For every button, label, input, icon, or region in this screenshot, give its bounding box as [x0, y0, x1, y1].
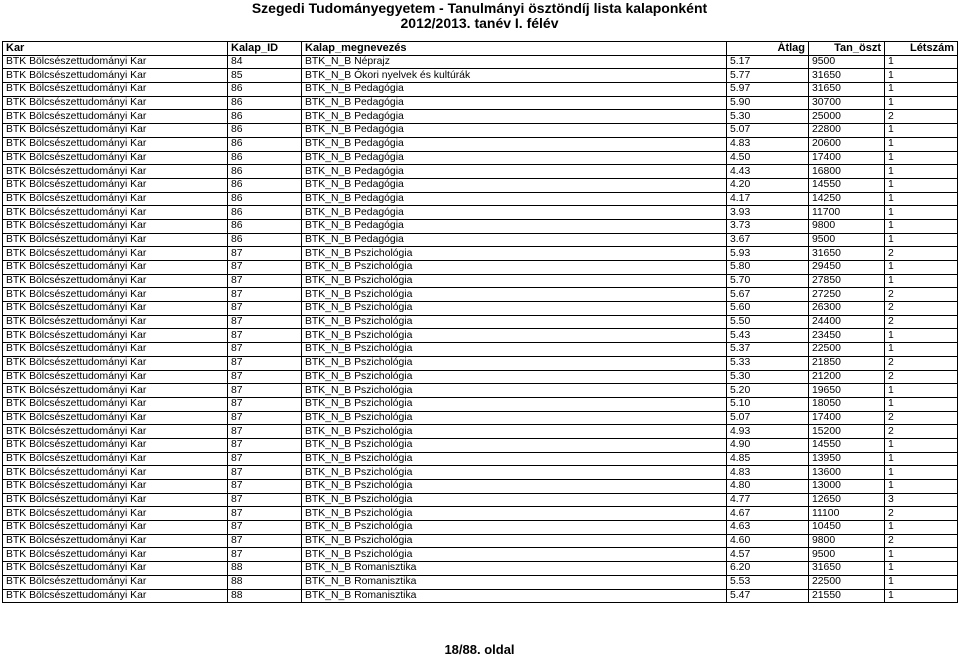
cell-atlag: 5.43	[727, 329, 809, 343]
cell-letszam: 1	[885, 192, 958, 206]
table-row	[3, 343, 958, 357]
cell-kalap-megnevezes: BTK_N_B Pedagógia	[302, 165, 727, 179]
table-row	[3, 315, 958, 329]
cell-kalap-id: 87	[228, 302, 302, 316]
cell-kar: BTK Bölcsészettudományi Kar	[3, 411, 228, 425]
cell-letszam: 1	[885, 480, 958, 494]
cell-atlag: 5.93	[727, 247, 809, 261]
cell-kalap-megnevezes: BTK_N_B Pszichológia	[302, 288, 727, 302]
cell-kalap-id: 87	[228, 507, 302, 521]
cell-letszam: 2	[885, 425, 958, 439]
scholarship-table	[2, 41, 958, 603]
cell-kar: BTK Bölcsészettudományi Kar	[3, 370, 228, 384]
cell-kalap-id: 87	[228, 480, 302, 494]
table-row	[3, 438, 958, 452]
cell-kalap-id: 88	[228, 575, 302, 589]
table-row	[3, 261, 958, 275]
cell-atlag: 4.57	[727, 548, 809, 562]
cell-kalap-megnevezes: BTK_N_B Pedagógia	[302, 110, 727, 124]
cell-atlag: 5.70	[727, 274, 809, 288]
cell-kalap-id: 87	[228, 329, 302, 343]
cell-letszam: 1	[885, 96, 958, 110]
cell-kar: BTK Bölcsészettudományi Kar	[3, 55, 228, 69]
cell-atlag: 3.93	[727, 206, 809, 220]
table-row	[3, 507, 958, 521]
cell-kar: BTK Bölcsészettudományi Kar	[3, 151, 228, 165]
cell-kar: BTK Bölcsészettudományi Kar	[3, 562, 228, 576]
column-header-kar: Kar	[3, 42, 228, 56]
cell-kar: BTK Bölcsészettudományi Kar	[3, 438, 228, 452]
cell-kalap-megnevezes: BTK_N_B Pszichológia	[302, 548, 727, 562]
table-row	[3, 137, 958, 151]
cell-kar: BTK Bölcsészettudományi Kar	[3, 69, 228, 83]
cell-kar: BTK Bölcsészettudományi Kar	[3, 247, 228, 261]
cell-letszam: 2	[885, 288, 958, 302]
cell-atlag: 5.37	[727, 343, 809, 357]
cell-letszam: 1	[885, 83, 958, 97]
cell-kalap-megnevezes: BTK_N_B Pszichológia	[302, 425, 727, 439]
cell-kar: BTK Bölcsészettudományi Kar	[3, 261, 228, 275]
cell-kar: BTK Bölcsészettudományi Kar	[3, 233, 228, 247]
cell-kar: BTK Bölcsészettudományi Kar	[3, 124, 228, 138]
cell-kalap-megnevezes: BTK_N_B Pszichológia	[302, 521, 727, 535]
cell-tan-oszt: 13950	[809, 452, 885, 466]
cell-kar: BTK Bölcsészettudományi Kar	[3, 302, 228, 316]
cell-kar: BTK Bölcsészettudományi Kar	[3, 165, 228, 179]
cell-kalap-id: 86	[228, 219, 302, 233]
table-row	[3, 247, 958, 261]
cell-letszam: 1	[885, 151, 958, 165]
cell-tan-oszt: 24400	[809, 315, 885, 329]
cell-tan-oszt: 22500	[809, 343, 885, 357]
cell-kar: BTK Bölcsészettudományi Kar	[3, 466, 228, 480]
cell-kalap-id: 87	[228, 452, 302, 466]
page-number: 18/88. oldal	[444, 642, 515, 657]
cell-tan-oszt: 31650	[809, 247, 885, 261]
cell-kalap-id: 87	[228, 274, 302, 288]
table-row	[3, 575, 958, 589]
cell-kalap-id: 87	[228, 548, 302, 562]
cell-tan-oszt: 21850	[809, 356, 885, 370]
cell-atlag: 5.33	[727, 356, 809, 370]
cell-tan-oszt: 16800	[809, 165, 885, 179]
cell-kalap-id: 88	[228, 589, 302, 603]
cell-kalap-id: 87	[228, 343, 302, 357]
cell-kar: BTK Bölcsészettudományi Kar	[3, 397, 228, 411]
cell-tan-oszt: 22500	[809, 575, 885, 589]
cell-atlag: 4.20	[727, 178, 809, 192]
cell-atlag: 5.97	[727, 83, 809, 97]
cell-kalap-id: 88	[228, 562, 302, 576]
cell-tan-oszt: 18050	[809, 397, 885, 411]
cell-letszam: 2	[885, 356, 958, 370]
table-row	[3, 425, 958, 439]
cell-atlag: 4.17	[727, 192, 809, 206]
cell-letszam: 1	[885, 343, 958, 357]
cell-kar: BTK Bölcsészettudományi Kar	[3, 480, 228, 494]
cell-kalap-megnevezes: BTK_N_B Pedagógia	[302, 192, 727, 206]
cell-kalap-id: 87	[228, 288, 302, 302]
cell-kar: BTK Bölcsészettudományi Kar	[3, 534, 228, 548]
cell-atlag: 5.67	[727, 288, 809, 302]
cell-kalap-id: 86	[228, 206, 302, 220]
cell-kalap-megnevezes: BTK_N_B Pszichológia	[302, 452, 727, 466]
cell-tan-oszt: 9800	[809, 219, 885, 233]
cell-kalap-megnevezes: BTK_N_B Pszichológia	[302, 315, 727, 329]
cell-kalap-megnevezes: BTK_N_B Pszichológia	[302, 507, 727, 521]
cell-kar: BTK Bölcsészettudományi Kar	[3, 219, 228, 233]
cell-letszam: 1	[885, 384, 958, 398]
table-row	[3, 452, 958, 466]
table-row	[3, 165, 958, 179]
cell-tan-oszt: 15200	[809, 425, 885, 439]
cell-atlag: 4.85	[727, 452, 809, 466]
table-row	[3, 55, 958, 69]
cell-atlag: 4.90	[727, 438, 809, 452]
cell-letszam: 2	[885, 370, 958, 384]
cell-kalap-megnevezes: BTK_N_B Romanisztika	[302, 562, 727, 576]
table-row	[3, 493, 958, 507]
cell-kalap-megnevezes: BTK_N_B Pszichológia	[302, 534, 727, 548]
cell-letszam: 1	[885, 452, 958, 466]
cell-tan-oszt: 13000	[809, 480, 885, 494]
cell-letszam: 1	[885, 219, 958, 233]
cell-tan-oszt: 21200	[809, 370, 885, 384]
cell-kalap-id: 87	[228, 521, 302, 535]
cell-letszam: 2	[885, 534, 958, 548]
cell-letszam: 1	[885, 521, 958, 535]
cell-atlag: 4.60	[727, 534, 809, 548]
table-row	[3, 302, 958, 316]
cell-kalap-megnevezes: BTK_N_B Pszichológia	[302, 493, 727, 507]
cell-kalap-megnevezes: BTK_N_B Pedagógia	[302, 83, 727, 97]
cell-kar: BTK Bölcsészettudományi Kar	[3, 83, 228, 97]
column-header-tan-oszt: Tan_öszt	[809, 42, 885, 56]
cell-atlag: 4.93	[727, 425, 809, 439]
cell-tan-oszt: 14250	[809, 192, 885, 206]
cell-kalap-megnevezes: BTK_N_B Ókori nyelvek és kultúrák	[302, 69, 727, 83]
cell-atlag: 5.90	[727, 96, 809, 110]
cell-kalap-megnevezes: BTK_N_B Pszichológia	[302, 343, 727, 357]
cell-tan-oszt: 27850	[809, 274, 885, 288]
cell-kalap-megnevezes: BTK_N_B Pedagógia	[302, 124, 727, 138]
cell-kalap-megnevezes: BTK_N_B Romanisztika	[302, 575, 727, 589]
cell-atlag: 5.30	[727, 110, 809, 124]
column-header-atlag: Átlag	[727, 42, 809, 56]
column-header-kalap-megnevezes: Kalap_megnevezés	[302, 42, 727, 56]
cell-tan-oszt: 22800	[809, 124, 885, 138]
table-row	[3, 397, 958, 411]
cell-tan-oszt: 31650	[809, 69, 885, 83]
column-header-kalap-id: Kalap_ID	[228, 42, 302, 56]
table-row	[3, 466, 958, 480]
cell-kalap-id: 87	[228, 425, 302, 439]
table-row	[3, 521, 958, 535]
cell-atlag: 5.50	[727, 315, 809, 329]
cell-tan-oszt: 9500	[809, 233, 885, 247]
cell-tan-oszt: 17400	[809, 411, 885, 425]
cell-letszam: 1	[885, 329, 958, 343]
table-row	[3, 411, 958, 425]
cell-atlag: 4.63	[727, 521, 809, 535]
table-row	[3, 219, 958, 233]
table-row	[3, 384, 958, 398]
cell-kalap-id: 87	[228, 466, 302, 480]
cell-letszam: 1	[885, 562, 958, 576]
table-header-row	[3, 42, 958, 56]
cell-kalap-id: 87	[228, 370, 302, 384]
cell-kalap-id: 87	[228, 261, 302, 275]
cell-tan-oszt: 31650	[809, 83, 885, 97]
cell-kalap-megnevezes: BTK_N_B Romanisztika	[302, 589, 727, 603]
cell-kalap-id: 86	[228, 124, 302, 138]
cell-kalap-id: 84	[228, 55, 302, 69]
cell-kar: BTK Bölcsészettudományi Kar	[3, 110, 228, 124]
cell-tan-oszt: 19650	[809, 384, 885, 398]
cell-kalap-id: 86	[228, 151, 302, 165]
cell-tan-oszt: 29450	[809, 261, 885, 275]
cell-tan-oszt: 11100	[809, 507, 885, 521]
cell-kalap-id: 85	[228, 69, 302, 83]
cell-letszam: 1	[885, 438, 958, 452]
cell-kalap-id: 87	[228, 247, 302, 261]
cell-atlag: 4.50	[727, 151, 809, 165]
cell-atlag: 5.07	[727, 124, 809, 138]
cell-kalap-megnevezes: BTK_N_B Pedagógia	[302, 151, 727, 165]
cell-kalap-megnevezes: BTK_N_B Pszichológia	[302, 274, 727, 288]
cell-atlag: 3.67	[727, 233, 809, 247]
cell-kalap-megnevezes: BTK_N_B Pedagógia	[302, 219, 727, 233]
table-row	[3, 96, 958, 110]
cell-kalap-id: 87	[228, 315, 302, 329]
cell-kalap-megnevezes: BTK_N_B Pszichológia	[302, 261, 727, 275]
cell-atlag: 5.20	[727, 384, 809, 398]
cell-letszam: 1	[885, 397, 958, 411]
cell-tan-oszt: 25000	[809, 110, 885, 124]
cell-kar: BTK Bölcsészettudományi Kar	[3, 288, 228, 302]
cell-tan-oszt: 21550	[809, 589, 885, 603]
cell-letszam: 1	[885, 69, 958, 83]
cell-letszam: 1	[885, 261, 958, 275]
cell-atlag: 5.60	[727, 302, 809, 316]
cell-letszam: 1	[885, 124, 958, 138]
cell-kalap-id: 87	[228, 438, 302, 452]
cell-letszam: 2	[885, 507, 958, 521]
cell-kar: BTK Bölcsészettudományi Kar	[3, 384, 228, 398]
cell-kar: BTK Bölcsészettudományi Kar	[3, 178, 228, 192]
cell-kalap-megnevezes: BTK_N_B Pszichológia	[302, 329, 727, 343]
cell-atlag: 5.53	[727, 575, 809, 589]
cell-atlag: 5.07	[727, 411, 809, 425]
table-row	[3, 589, 958, 603]
cell-kar: BTK Bölcsészettudományi Kar	[3, 137, 228, 151]
table-row	[3, 69, 958, 83]
cell-letszam: 2	[885, 302, 958, 316]
cell-atlag: 5.17	[727, 55, 809, 69]
cell-letszam: 1	[885, 466, 958, 480]
cell-kalap-megnevezes: BTK_N_B Néprajz	[302, 55, 727, 69]
cell-tan-oszt: 14550	[809, 178, 885, 192]
table-row	[3, 480, 958, 494]
cell-kalap-id: 86	[228, 110, 302, 124]
cell-tan-oszt: 12650	[809, 493, 885, 507]
cell-kar: BTK Bölcsészettudományi Kar	[3, 575, 228, 589]
cell-kalap-megnevezes: BTK_N_B Pedagógia	[302, 206, 727, 220]
cell-atlag: 4.67	[727, 507, 809, 521]
cell-kalap-megnevezes: BTK_N_B Pedagógia	[302, 233, 727, 247]
table-row	[3, 356, 958, 370]
cell-tan-oszt: 9500	[809, 55, 885, 69]
cell-kar: BTK Bölcsészettudományi Kar	[3, 356, 228, 370]
cell-kalap-megnevezes: BTK_N_B Pszichológia	[302, 384, 727, 398]
cell-kalap-megnevezes: BTK_N_B Pedagógia	[302, 96, 727, 110]
cell-tan-oszt: 9800	[809, 534, 885, 548]
cell-letszam: 1	[885, 178, 958, 192]
cell-kalap-id: 86	[228, 83, 302, 97]
cell-tan-oszt: 31650	[809, 562, 885, 576]
cell-kar: BTK Bölcsészettudományi Kar	[3, 521, 228, 535]
cell-letszam: 1	[885, 137, 958, 151]
table-row	[3, 233, 958, 247]
table-row	[3, 562, 958, 576]
column-header-letszam: Létszám	[885, 42, 958, 56]
cell-kalap-id: 86	[228, 178, 302, 192]
report-title: Szegedi Tudományegyetem - Tanulmányi ösztöndíj lista kalaponként	[251, 0, 708, 16]
cell-tan-oszt: 10450	[809, 521, 885, 535]
cell-letszam: 1	[885, 206, 958, 220]
cell-kalap-megnevezes: BTK_N_B Pszichológia	[302, 466, 727, 480]
table-row	[3, 288, 958, 302]
cell-kalap-id: 86	[228, 192, 302, 206]
cell-letszam: 3	[885, 493, 958, 507]
cell-tan-oszt: 27250	[809, 288, 885, 302]
table-row	[3, 83, 958, 97]
cell-kalap-id: 86	[228, 96, 302, 110]
cell-kalap-id: 87	[228, 356, 302, 370]
cell-kar: BTK Bölcsészettudományi Kar	[3, 329, 228, 343]
cell-atlag: 6.20	[727, 562, 809, 576]
cell-kalap-id: 87	[228, 384, 302, 398]
report-subtitle: 2012/2013. tanév I. félév	[400, 15, 559, 31]
table-row	[3, 274, 958, 288]
cell-kalap-megnevezes: BTK_N_B Pszichológia	[302, 480, 727, 494]
cell-kar: BTK Bölcsészettudományi Kar	[3, 507, 228, 521]
cell-tan-oszt: 23450	[809, 329, 885, 343]
cell-kalap-megnevezes: BTK_N_B Pszichológia	[302, 411, 727, 425]
cell-tan-oszt: 30700	[809, 96, 885, 110]
cell-atlag: 4.43	[727, 165, 809, 179]
cell-letszam: 2	[885, 315, 958, 329]
table-row	[3, 329, 958, 343]
cell-kalap-id: 86	[228, 233, 302, 247]
table-body	[3, 55, 958, 603]
cell-atlag: 4.83	[727, 137, 809, 151]
cell-letszam: 2	[885, 110, 958, 124]
cell-tan-oszt: 26300	[809, 302, 885, 316]
cell-letszam: 1	[885, 233, 958, 247]
cell-kar: BTK Bölcsészettudományi Kar	[3, 493, 228, 507]
cell-kalap-megnevezes: BTK_N_B Pszichológia	[302, 302, 727, 316]
cell-tan-oszt: 20600	[809, 137, 885, 151]
cell-tan-oszt: 17400	[809, 151, 885, 165]
cell-atlag: 5.30	[727, 370, 809, 384]
table-row	[3, 206, 958, 220]
cell-kalap-id: 86	[228, 137, 302, 151]
table-row	[3, 370, 958, 384]
cell-atlag: 5.10	[727, 397, 809, 411]
cell-kar: BTK Bölcsészettudományi Kar	[3, 274, 228, 288]
cell-kalap-megnevezes: BTK_N_B Pszichológia	[302, 247, 727, 261]
cell-tan-oszt: 13600	[809, 466, 885, 480]
cell-tan-oszt: 11700	[809, 206, 885, 220]
cell-kar: BTK Bölcsészettudományi Kar	[3, 343, 228, 357]
table-row	[3, 548, 958, 562]
cell-atlag: 5.47	[727, 589, 809, 603]
cell-kalap-megnevezes: BTK_N_B Pszichológia	[302, 397, 727, 411]
cell-kar: BTK Bölcsészettudományi Kar	[3, 315, 228, 329]
cell-kalap-id: 87	[228, 493, 302, 507]
cell-kalap-megnevezes: BTK_N_B Pszichológia	[302, 370, 727, 384]
cell-kalap-megnevezes: BTK_N_B Pedagógia	[302, 178, 727, 192]
cell-kar: BTK Bölcsészettudományi Kar	[3, 452, 228, 466]
cell-atlag: 3.73	[727, 219, 809, 233]
table-row	[3, 534, 958, 548]
cell-kar: BTK Bölcsészettudományi Kar	[3, 192, 228, 206]
cell-atlag: 4.80	[727, 480, 809, 494]
cell-kalap-id: 87	[228, 397, 302, 411]
cell-letszam: 1	[885, 165, 958, 179]
cell-kalap-id: 86	[228, 165, 302, 179]
table-row	[3, 151, 958, 165]
cell-atlag: 5.80	[727, 261, 809, 275]
cell-kar: BTK Bölcsészettudományi Kar	[3, 96, 228, 110]
table-row	[3, 110, 958, 124]
cell-letszam: 1	[885, 55, 958, 69]
cell-kalap-megnevezes: BTK_N_B Pszichológia	[302, 356, 727, 370]
cell-atlag: 4.83	[727, 466, 809, 480]
cell-kar: BTK Bölcsészettudományi Kar	[3, 425, 228, 439]
cell-tan-oszt: 14550	[809, 438, 885, 452]
table-row	[3, 178, 958, 192]
cell-letszam: 2	[885, 247, 958, 261]
cell-atlag: 5.77	[727, 69, 809, 83]
cell-letszam: 1	[885, 274, 958, 288]
cell-kalap-id: 87	[228, 534, 302, 548]
table-row	[3, 124, 958, 138]
cell-letszam: 2	[885, 411, 958, 425]
cell-letszam: 1	[885, 548, 958, 562]
cell-kar: BTK Bölcsészettudományi Kar	[3, 589, 228, 603]
table-row	[3, 192, 958, 206]
cell-tan-oszt: 9500	[809, 548, 885, 562]
cell-kar: BTK Bölcsészettudományi Kar	[3, 206, 228, 220]
cell-kar: BTK Bölcsészettudományi Kar	[3, 548, 228, 562]
cell-atlag: 4.77	[727, 493, 809, 507]
cell-letszam: 1	[885, 575, 958, 589]
cell-letszam: 1	[885, 589, 958, 603]
cell-kalap-megnevezes: BTK_N_B Pszichológia	[302, 438, 727, 452]
cell-kalap-megnevezes: BTK_N_B Pedagógia	[302, 137, 727, 151]
cell-kalap-id: 87	[228, 411, 302, 425]
